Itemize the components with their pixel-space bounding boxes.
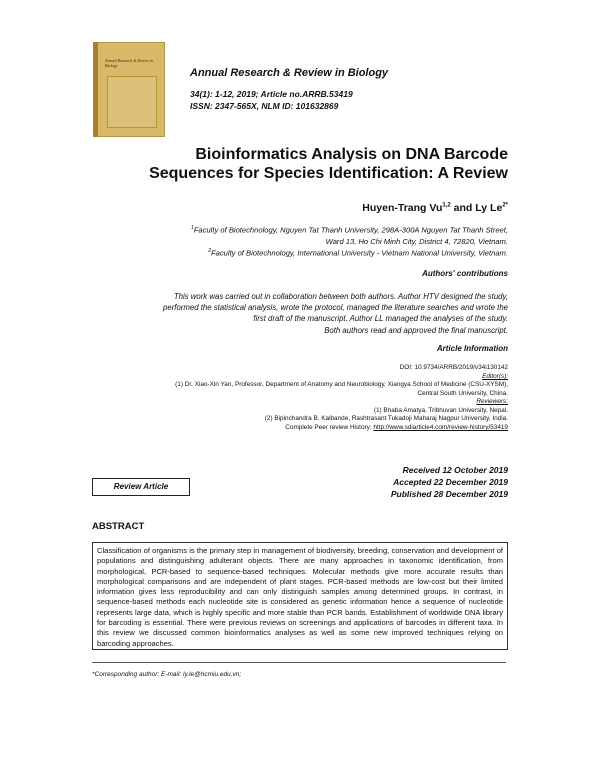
author-connector: and bbox=[450, 202, 476, 214]
published-date: Published 28 December 2019 bbox=[390, 489, 508, 499]
affiliation-line: Faculty of Biotechnology, International University - Vietnam National University, Vietnam. bbox=[211, 248, 508, 258]
review-history-label: Complete Peer review History: bbox=[285, 424, 374, 431]
contributions-line: This work was carried out in collaboration between both authors. Author HTV designed the study, bbox=[173, 292, 508, 301]
affiliation-1 bbox=[88, 223, 508, 248]
review-history-line bbox=[285, 424, 508, 433]
review-history-link[interactable]: http://www.sdiarticle4.com/review-history/53419 bbox=[373, 424, 508, 431]
affiliation-line: Faculty of Biotechnology, Nguyen Tat Thanh University, 298A-300A Nguyen Tat Thanh Street, bbox=[193, 225, 508, 235]
affiliation-sup: 2 bbox=[208, 248, 211, 254]
volume-line: 34(1): 1-12, 2019; Article no.ARRB.53419 bbox=[190, 89, 353, 99]
journal-cover-image bbox=[93, 42, 165, 137]
contributions-line: first draft of the manuscript. Author LL managed the analyses of the study. bbox=[253, 314, 508, 324]
author-affiliation-sup: 2* bbox=[502, 202, 508, 209]
cover-spine bbox=[93, 42, 98, 137]
author-name: Huyen-Trang Vu bbox=[362, 202, 443, 214]
author-name: Ly Le bbox=[475, 202, 503, 214]
author-affiliation-sup: 1,2 bbox=[442, 202, 451, 209]
author-list bbox=[362, 202, 508, 214]
corresponding-author-footnote: *Corresponding author: E-mail: ly.le@hcmiu.edu.vn; bbox=[92, 671, 242, 678]
affiliation-line: Ward 13, Ho Chi Minh City, District 4, 72820, Vietnam. bbox=[325, 237, 508, 247]
article-info-heading: Article Information bbox=[436, 344, 508, 353]
issn-line: ISSN: 2347-565X, NLM ID: 101632869 bbox=[190, 101, 339, 111]
article-type-badge: Review Article bbox=[92, 478, 190, 496]
reviewer-line: (2) Bipinchandra B. Kalbande, Rashtrasant Tukadoji Maharaj Nagpur University, India. bbox=[264, 415, 508, 422]
contributions-text bbox=[68, 291, 508, 336]
abstract-heading: ABSTRACT bbox=[92, 521, 145, 532]
cover-artwork bbox=[107, 76, 157, 128]
journal-name: Annual Research & Review in Biology bbox=[190, 67, 389, 79]
editor-line: Central South University, China. bbox=[417, 390, 508, 397]
doi-line: DOI: 10.9734/ARRB/2019/v34i130142 bbox=[399, 364, 508, 371]
accepted-date: Accepted 22 December 2019 bbox=[393, 477, 508, 487]
reviewers-label: Reviewers: bbox=[476, 398, 508, 405]
received-date: Received 12 October 2019 bbox=[402, 465, 508, 475]
editors-label: Editor(s): bbox=[482, 373, 508, 380]
editor-line: (1) Dr. Xiao-Xin Yan, Professor, Department of Anatomy and Neurobiology, Xiangya School of Medicine (CSU-XYSM), bbox=[175, 381, 508, 388]
article-title: Bioinformatics Analysis on DNA Barcode Sequences for Species Identification: A Review bbox=[149, 146, 508, 182]
contributions-line: performed the statistical analysis, wrote the protocol, managed the literature searches and wrote the bbox=[163, 303, 508, 313]
footnote-divider bbox=[92, 662, 506, 663]
abstract-text: Classification of organisms is the primary step in management of biodiversity, breeding, conservation and development of populations and distinguishing adulterant objects. There are many approaches in taxonomic identification, from morphological, PCR-based to sequence-based techniques. Molecular methods give more accurate results than morphological comparisons and are independent of plant stages. PCR-based methods are low-cost but their limited information gives less reproducibility and can only distinguish samples among determined groups. In contrast, in sequence-based methods each nucleotide site is considered as genetic information hence a sequence of nucleotide represents large data, which is highly specific and more stable than PCR bands. Establishment of worldwide DNA library for barcoding is essential. There were previous reviews on screenings and applications of barcodes in different taxa. In this review we discussed common bioinformatics analyses as well as some new improved techniques relying on barcoding approaches. bbox=[92, 542, 508, 650]
contributions-heading: Authors' contributions bbox=[422, 269, 508, 278]
cover-title: Annual Research & Review in Biology bbox=[105, 58, 154, 68]
affiliation-2 bbox=[88, 246, 508, 259]
contributions-line: Both authors read and approved the final manuscript. bbox=[324, 325, 508, 335]
affiliation-sup: 1 bbox=[191, 225, 194, 231]
reviewer-line: (1) Bhaba Amatya, Tribhuvan University, Nepal. bbox=[373, 407, 508, 414]
